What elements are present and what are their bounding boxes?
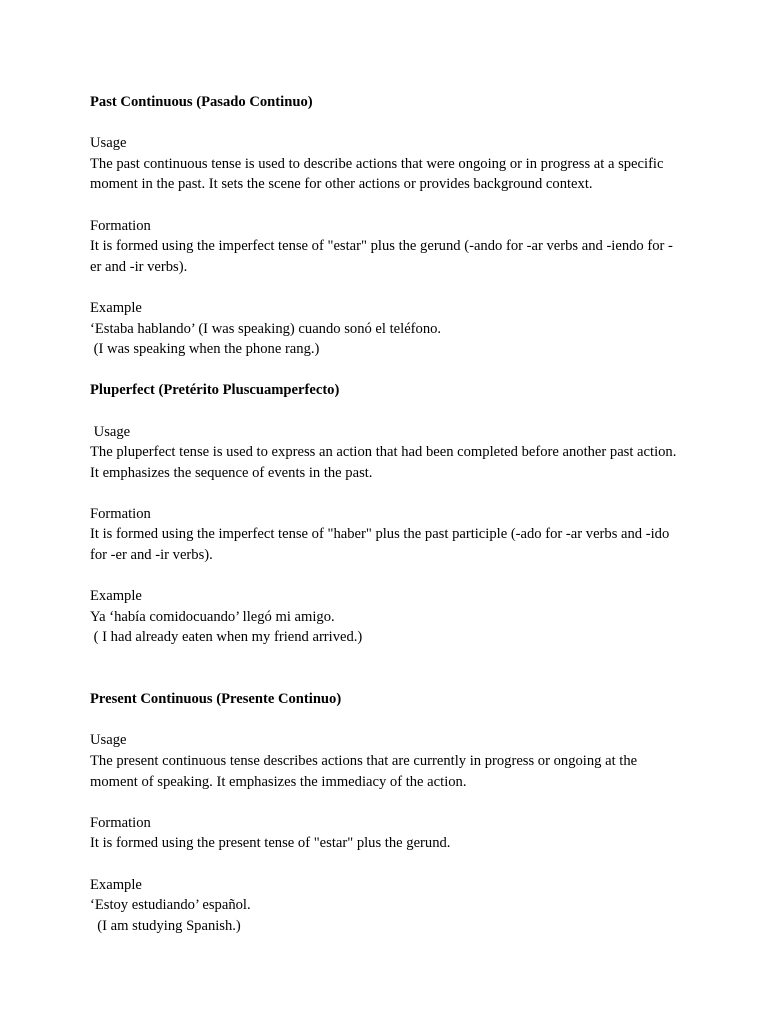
spacer: [90, 360, 680, 381]
spacer: [90, 854, 680, 875]
spacer: [90, 195, 680, 216]
formation-label: Formation: [90, 814, 151, 831]
usage-label: Usage: [90, 423, 131, 440]
formation-text: It is formed using the present tense of "estar" plus the gerund.: [90, 835, 451, 852]
spacer: [90, 277, 680, 298]
formation-text: It is formed using the imperfect tense of "haber" plus the past participle (-ado for -ar verbs and -ido for -er and -ir verbs).: [90, 526, 673, 564]
section-title: Present Continuous (Presente Continuo): [90, 691, 342, 708]
example-english: (I am studying Spanish.): [90, 917, 241, 934]
usage-text: The pluperfect tense is used to express an action that had been completed before another past action. It emphasizes the sequence of events in the past.: [90, 444, 681, 481]
spacer: [90, 113, 680, 134]
spacer: [90, 710, 680, 731]
section-title: Pluperfect (Pretérito Pluscuamperfecto): [90, 382, 340, 399]
section-present-continuous: [90, 689, 680, 936]
example-label: Example: [90, 876, 142, 893]
section-past-continuous: [90, 92, 680, 360]
spacer: [90, 648, 680, 689]
example-label: Example: [90, 299, 142, 316]
usage-text: The present continuous tense describes actions that are currently in progress or ongoing at the moment of speaking. It emphasizes the immediacy of the action.: [90, 753, 641, 790]
document-page: [90, 92, 680, 936]
usage-label: Usage: [90, 732, 127, 749]
example-spanish: ‘Estoy estudiando’ español.: [90, 897, 251, 914]
example-label: Example: [90, 588, 142, 605]
formation-label: Formation: [90, 217, 151, 234]
usage-text: The past continuous tense is used to describe actions that were ongoing or in progress at a specific moment in the past. It sets the scene for other actions or provides background context.: [90, 155, 668, 193]
example-english: ( I had already eaten when my friend arrived.): [90, 629, 363, 646]
usage-label: Usage: [90, 135, 127, 152]
section-title: Past Continuous (Pasado Continuo): [90, 94, 313, 110]
spacer: [90, 566, 680, 587]
formation-label: Formation: [90, 505, 151, 522]
example-spanish: Ya ‘había comidocuando’ llegó mi amigo.: [90, 608, 335, 625]
spacer: [90, 483, 680, 504]
spacer: [90, 792, 680, 813]
formation-text: It is formed using the imperfect tense of "estar" plus the gerund (-ando for -ar verbs and -iendo for -er and -ir verbs).: [90, 238, 673, 275]
spacer: [90, 401, 680, 422]
section-pluperfect: [90, 380, 680, 648]
example-english: (I was speaking when the phone rang.): [90, 341, 320, 358]
example-spanish: ‘Estaba hablando’ (I was speaking) cuando sonó el teléfono.: [90, 320, 442, 337]
